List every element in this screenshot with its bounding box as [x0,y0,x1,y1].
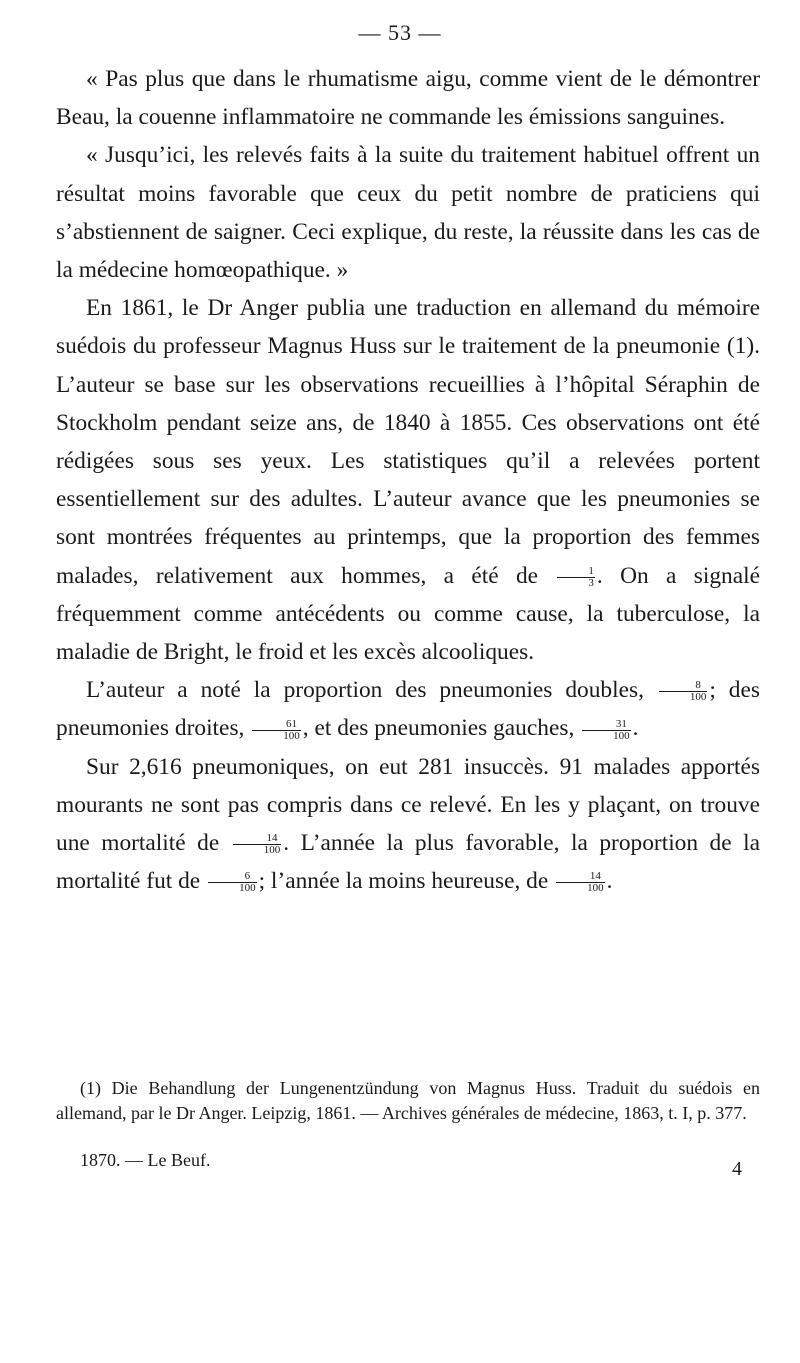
fraction-denominator: 100 [263,844,281,857]
paragraph-2: « Jusqu’ici, les relevés faits à la suite du traitement habituel offrent un résultat moins favorable que ceux du petit nombre de praticiens qui s’abstiennent de saigner. Ceci explique, du reste, la réussite dans les cas de la médecine homœopathique. » [56,142,760,284]
sheet-mark: 4 [732,1158,742,1180]
paragraph-3-text: En 1861, le Dr Anger publia une traduction en allemand du mémoire suédois du professeur Magnus Huss sur le traitement de la pneumonie (1). L’auteur se base sur les observations recueillies à l’hôpital Séraphin de Stockholm pendant seize ans, de 1840 à 1855. Ces observations ont été rédigées sous ses yeux. Les statistiques qu’il a relevées portent essentiellement sur des adultes. L’auteur avance que les pneumonies se sont montrées fréquentes au printemps, que la proportion des femmes malades, relativement aux hommes, a été de [56,295,760,589]
fraction-numerator: 61 [252,719,301,731]
paragraph-1: « Pas plus que dans le rhumatisme aigu, comme vient de le démontrer Beau, la couenne inflammatoire ne commande les émissions sanguines. [56,66,760,131]
paragraph-4-text-a: L’auteur a noté la proportion des pneumonies doubles, [86,677,644,704]
fraction-numerator: 6 [208,871,257,883]
fraction-numerator: 31 [582,719,631,731]
body-text [56,60,760,900]
paragraph-5: Sur 2,616 pneumoniques, on eut 281 insuccès. 91 malades apportés mourants ne sont pas compris dans ce relevé. En les y plaçant, on trouve une mortalité de $\frac{14}{100}$ . L’année la plus favorable, la proportion de la mortalité fut de $\frac{6}{100}$ ; l’année la moins heureuse, de $\frac{14}{100}$ . [56,753,760,895]
fraction-denominator: 100 [689,691,707,704]
footnote [56,1076,760,1126]
fraction-right [252,719,301,742]
paragraph-4: L’auteur a noté la proportion des pneumonies doubles, $\frac{8}{100}$ ; des pneumonies droites, $\frac{61}{100}$ , et des pneumonies gauches, $\frac{31}{100}$ . [56,677,760,742]
paragraph-4-text-c: et des pneumonies gauches, [314,715,575,742]
fraction-numerator: 1 [557,566,595,578]
printer-signature: 1870. — Le Beuf. [80,1150,211,1170]
fraction-women-ratio [557,566,595,589]
paragraph-5-text-a: Sur 2,616 pneumoniques, on eut 281 insuccès. 91 malades apportés mourants ne sont pas compris dans ce relevé. En les y plaçant, on trouve une mortalité de [56,753,760,857]
fraction-left [582,719,631,742]
paragraph-4-text-b: des pneumonies droites, [56,677,760,742]
paragraph-5-text-b: L’année la plus favorable, la proportion de la mortalité fut de [56,830,760,895]
fraction-numerator: 8 [659,680,708,692]
fraction-denominator: 100 [239,882,256,895]
fraction-numerator: 14 [556,871,605,883]
page-number: — 53 — [358,20,442,45]
footnote-text: (1) Die Behandlung der Lungenentzündung von Magnus Huss. Traduit du suédois en allemand, par le Dr Anger. Leipzig, 1861. — Archives générales de médecine, 1863, t. I, p. 377. [56,1078,760,1123]
fraction-double [659,680,708,703]
fraction-denominator: 100 [283,729,300,742]
paragraph-3b-text: On a signalé fréquemment comme antécédents ou comme cause, la tuberculose, la maladie de Bright, le froid et les excès alcooliques. [56,562,761,666]
fraction-denominator: 100 [587,882,604,895]
fraction-best-year [208,871,257,894]
fraction-mortality [233,833,282,856]
paragraph-3: En 1861, le Dr Anger publia une traduction en allemand du mémoire suédois du professeur Magnus Huss sur le traitement de la pneumonie (1). L’auteur se base sur les observations recueillies à l’hôpital Séraphin de Stockholm pendant seize ans, de 1840 à 1855. Ces observations ont été rédigées sous ses yeux. Les statistiques qu’il a relevées portent essentiellement sur des adultes. L’auteur avance que les pneumonies se sont montrées fréquentes au printemps, que la proportion des femmes malades, relativement aux hommes, a été de $\frac{1}{3}$ . On a signalé fréquemment comme antécédents ou comme cause, la tuberculose, la maladie de Bright, le froid et les excès alcooliques. [56,295,761,666]
fraction-worst-year [556,871,605,894]
fraction-numerator: 14 [233,833,282,845]
paragraph-5-text-c: ; l’année la moins heureuse, de [258,868,549,895]
fraction-denominator: 3 [588,576,594,589]
fraction-denominator: 100 [613,729,630,742]
